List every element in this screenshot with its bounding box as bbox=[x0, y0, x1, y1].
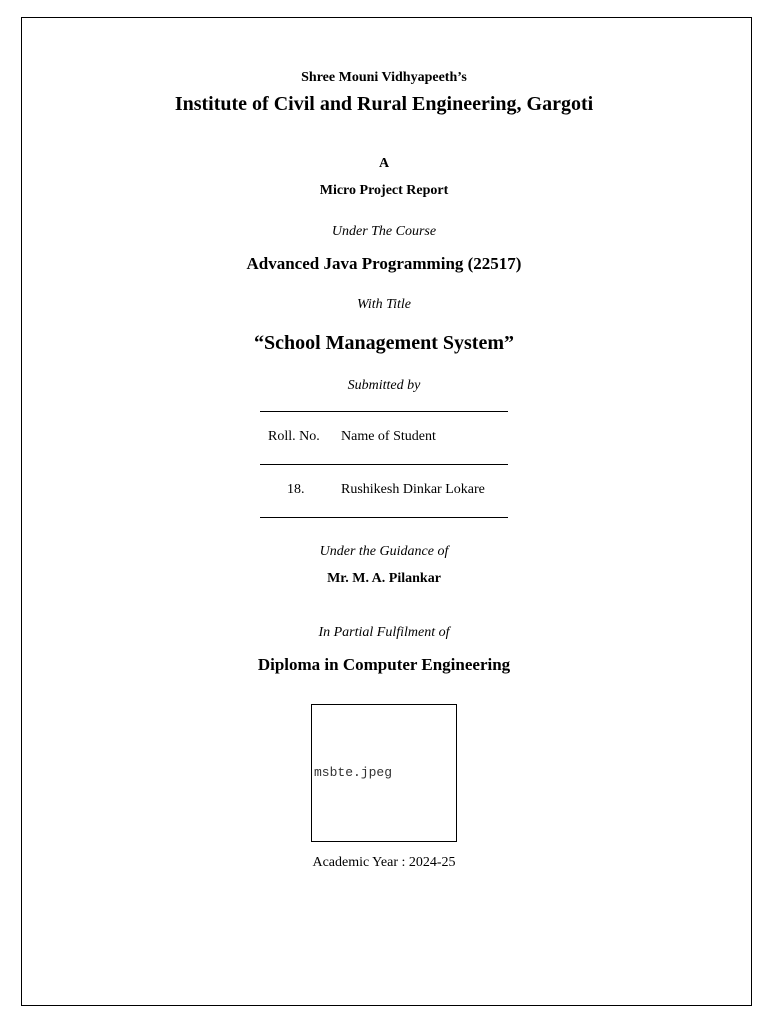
academic-year: Academic Year : 2024-25 bbox=[312, 855, 456, 870]
cell-roll-no: 18. bbox=[287, 482, 305, 497]
table-top-rule bbox=[260, 411, 508, 412]
submitted-by-label: Submitted by bbox=[347, 378, 421, 393]
organization-name: Shree Mouni Vidhyapeeth’s bbox=[301, 70, 467, 85]
guidance-label: Under the Guidance of bbox=[319, 544, 449, 559]
under-course-label: Under The Course bbox=[331, 224, 437, 239]
course-name: Advanced Java Programming (22517) bbox=[246, 254, 522, 273]
fulfilment-label: In Partial Fulfilment of bbox=[318, 625, 450, 640]
logo-filename: msbte.jpeg bbox=[314, 765, 393, 780]
project-title: “School Management System” bbox=[254, 332, 514, 354]
report-type: Micro Project Report bbox=[319, 183, 449, 198]
table-bottom-rule bbox=[260, 517, 508, 518]
with-title-label: With Title bbox=[356, 297, 412, 312]
institute-name: Institute of Civil and Rural Engineering, Gargoti bbox=[174, 93, 594, 115]
column-header-roll-no: Roll. No. bbox=[268, 429, 320, 444]
msbte-logo-placeholder bbox=[311, 704, 457, 842]
guide-name: Mr. M. A. Pilankar bbox=[327, 571, 441, 586]
program-name: Diploma in Computer Engineering bbox=[257, 655, 511, 674]
report-article: A bbox=[378, 156, 390, 171]
column-header-student-name: Name of Student bbox=[341, 429, 436, 444]
cell-student-name: Rushikesh Dinkar Lokare bbox=[341, 482, 485, 497]
table-header-rule bbox=[260, 464, 508, 465]
